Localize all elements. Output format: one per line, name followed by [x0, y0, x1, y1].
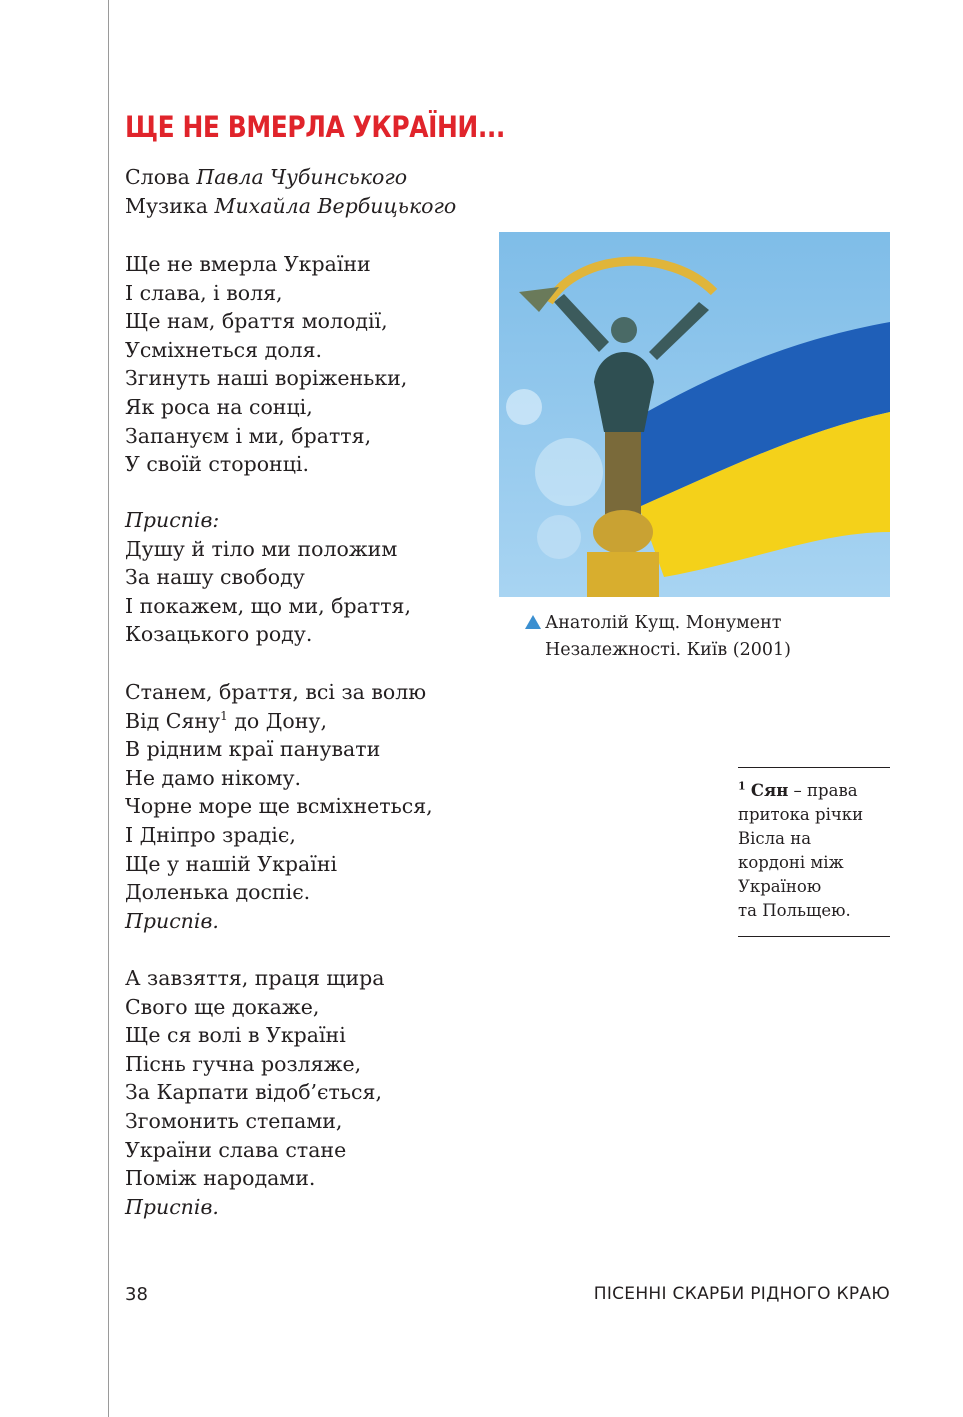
footnote-reference: 1: [220, 708, 228, 723]
verse-line: Від Сяну$^1$ до Дону,: [125, 708, 327, 733]
footnote-line: кордоні між: [738, 853, 844, 872]
verse-line: Станем, браття, всі за волю: [125, 680, 427, 704]
verse-line: Ще нам, браття молодії,: [125, 309, 388, 334]
verse-line: Ще ся волі в Україні: [125, 1023, 346, 1048]
page-title: ЩЕ НЕ ВМЕРЛА УКРАЇНИ...: [125, 110, 505, 144]
lyrics-credit: Слова Павла Чубинського: [125, 165, 408, 189]
verse-line: Ще не вмерла України: [125, 252, 371, 276]
footnote-line: Україною: [738, 877, 822, 896]
composer-name: Михайла Вербицького: [214, 194, 457, 218]
footnote-rule-top: [738, 767, 890, 768]
verse-line: Піснь гучна розляже,: [125, 1051, 362, 1076]
verse-line: України слава стане: [125, 1137, 347, 1162]
chorus: [125, 506, 411, 649]
chorus-label: Приспів:: [125, 508, 220, 532]
verse-line: Ще у нашій Україні: [125, 851, 338, 876]
verse-line: Як роса на сонці,: [125, 394, 313, 419]
verse-line: За Карпати відоб’ється,: [125, 1080, 382, 1105]
verse-line: І Дніпро зрадіє,: [125, 822, 296, 847]
verse-line: І покажем, що ми, браття,: [125, 593, 411, 618]
monument-photo: [499, 232, 890, 597]
footnote-line: та Польщею.: [738, 901, 851, 920]
verse-line: Усміхнеться доля.: [125, 337, 323, 362]
stanza-3: [125, 964, 384, 1221]
verse-line: Запануєм і ми, браття,: [125, 423, 372, 448]
verse-line: За нашу свободу: [125, 565, 305, 590]
caption-line: Незалежності. Київ (2001): [545, 640, 791, 660]
lyricist-name: Павла Чубинського: [196, 165, 408, 189]
page-number: 38: [125, 1284, 148, 1305]
verse-line: Поміж народами.: [125, 1166, 316, 1191]
chorus-refrain: Приспів.: [125, 1194, 219, 1219]
verse-line: Згинуть наші воріженьки,: [125, 366, 408, 391]
footnote-line: Вісла на: [738, 829, 812, 848]
verse-line: Чорне море ще всміхнеться,: [125, 794, 433, 819]
verse-line: Душу й тіло ми положим: [125, 536, 398, 561]
verse-line: В рідним краї панувати: [125, 737, 381, 762]
music-credit: Музика Михайла Вербицького: [125, 194, 457, 218]
verse-line: Свого ще докаже,: [125, 994, 320, 1019]
verse-line: У своїй сторонці.: [125, 452, 309, 477]
song-credits: [125, 163, 456, 221]
stanza-2: [125, 678, 433, 935]
verse-line: І слава, і воля,: [125, 280, 283, 305]
verse-line: А завзяття, праця щира: [125, 966, 385, 990]
footnote-rule-bottom: [738, 936, 890, 937]
verse-line: Доленька доспіє.: [125, 880, 311, 905]
verse-line: Козацького роду.: [125, 622, 313, 647]
stanza-1: [125, 250, 407, 479]
chorus-refrain: Приспів.: [125, 908, 219, 933]
verse-line: Згомонить степами,: [125, 1108, 343, 1133]
caption-line: Анатолій Кущ. Монумент: [545, 613, 782, 633]
footnote-number: 1: [738, 779, 746, 793]
running-title: ПІСЕННІ СКАРБИ РІДНОГО КРАЮ: [593, 1284, 890, 1304]
monument-illustration: [499, 232, 890, 597]
margin-rule: [108, 0, 109, 1417]
triangle-marker-icon: [525, 615, 541, 629]
verse-line: Не дамо нікому.: [125, 765, 302, 790]
footnote: $^1$ Сян – права притока річки Вісла на кордоні між Україною та Польщею.: [738, 779, 863, 923]
photo-caption: [545, 610, 791, 664]
footnote-term: Сян: [750, 781, 789, 800]
footnote-line: притока річки: [738, 805, 864, 824]
